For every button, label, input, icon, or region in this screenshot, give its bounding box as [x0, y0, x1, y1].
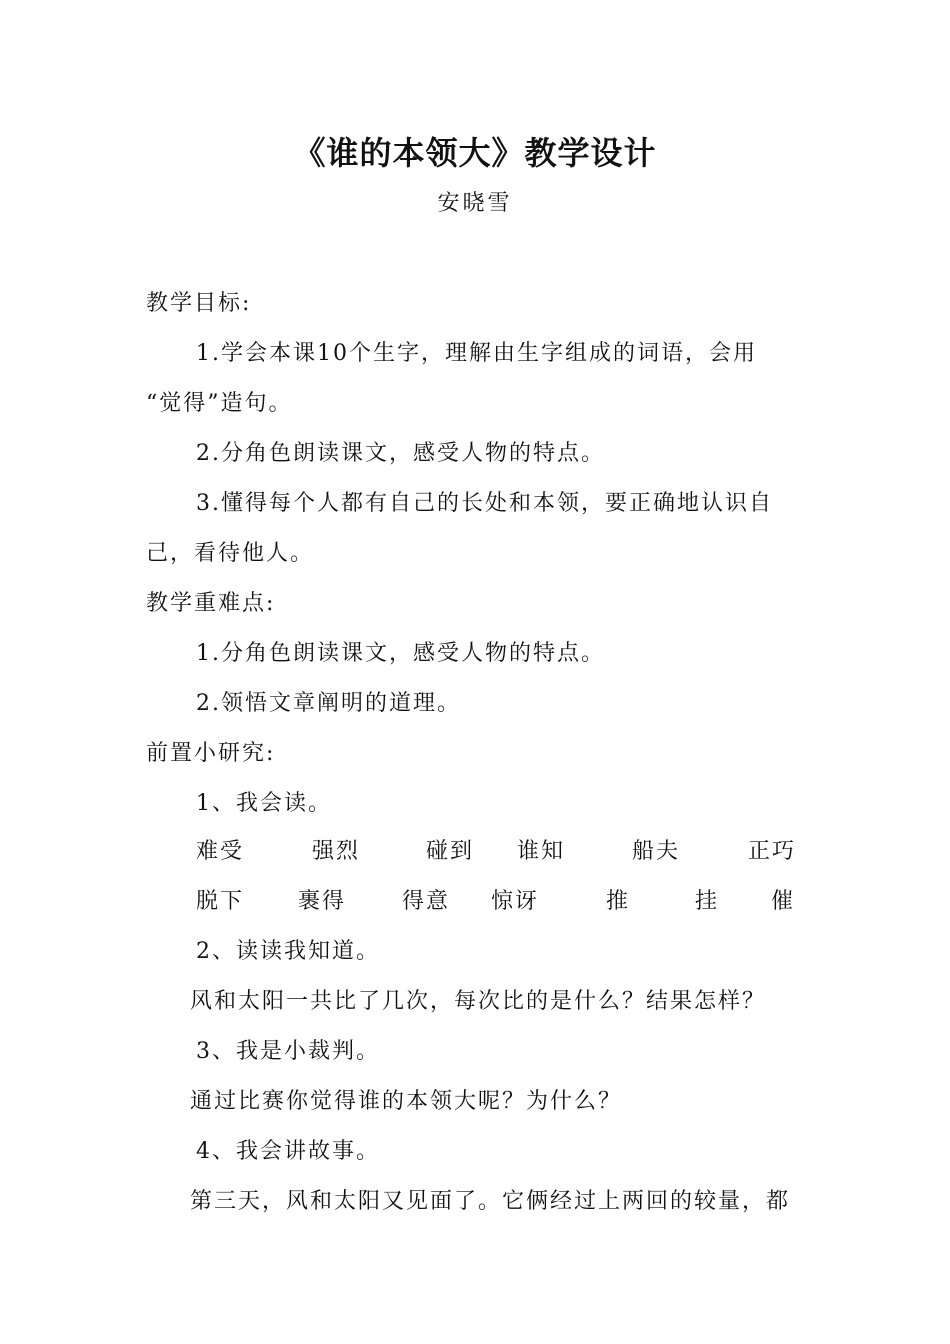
section-heading-key-points: 教学重难点: [146, 591, 276, 616]
vocabulary-word: 正巧 [748, 839, 797, 864]
vocabulary-word: 裹得 [298, 889, 347, 914]
vocabulary-word: 碰到 [426, 839, 475, 864]
vocabulary-word: 催 [771, 889, 796, 914]
document-title: 《谁的本领大》教学设计 [293, 134, 657, 172]
vocabulary-word: 船夫 [632, 839, 681, 864]
vocabulary-word: 脱下 [196, 889, 245, 914]
vocabulary-word: 得意 [402, 889, 451, 914]
vocabulary-row-1 [0, 834, 950, 864]
pre-study-3-heading: 3、我是小裁判。 [196, 1039, 380, 1064]
section-heading-goals: 教学目标: [146, 291, 252, 316]
goal-1-line-2: “觉得”造句。 [146, 391, 293, 416]
pre-study-1-heading: 1、我会读。 [196, 791, 332, 816]
goal-3-line-2: 己，看待他人。 [146, 541, 315, 566]
pre-study-2-heading: 2、读读我知道。 [196, 939, 380, 964]
vocabulary-word: 强烈 [312, 839, 361, 864]
vocabulary-word: 难受 [196, 839, 245, 864]
key-point-1: 1.分角色朗读课文，感受人物的特点。 [196, 641, 605, 666]
document-author: 安晓雪 [437, 191, 513, 216]
pre-study-2-question: 风和太阳一共比了几次，每次比的是什么？结果怎样？ [190, 989, 767, 1014]
pre-study-4-text: 第三天，风和太阳又见面了。它俩经过上两回的较量，都 [190, 1189, 791, 1214]
goal-1-line-1: 1.学会本课10个生字，理解由生字组成的词语，会用 [196, 341, 757, 366]
pre-study-4-heading: 4、我会讲故事。 [196, 1139, 380, 1164]
section-heading-pre-study: 前置小研究: [146, 741, 276, 766]
key-point-2: 2.领悟文章阐明的道理。 [196, 691, 461, 716]
vocabulary-word: 谁知 [517, 839, 566, 864]
vocabulary-word: 惊讶 [491, 889, 540, 914]
vocabulary-word: 挂 [695, 889, 720, 914]
vocabulary-word: 推 [606, 889, 631, 914]
goal-2: 2.分角色朗读课文，感受人物的特点。 [196, 441, 605, 466]
pre-study-3-question: 通过比赛你觉得谁的本领大呢？为什么？ [190, 1089, 623, 1114]
vocabulary-row-2 [0, 884, 950, 914]
goal-3-line-1: 3.懂得每个人都有自己的长处和本领，要正确地认识自 [196, 491, 773, 516]
